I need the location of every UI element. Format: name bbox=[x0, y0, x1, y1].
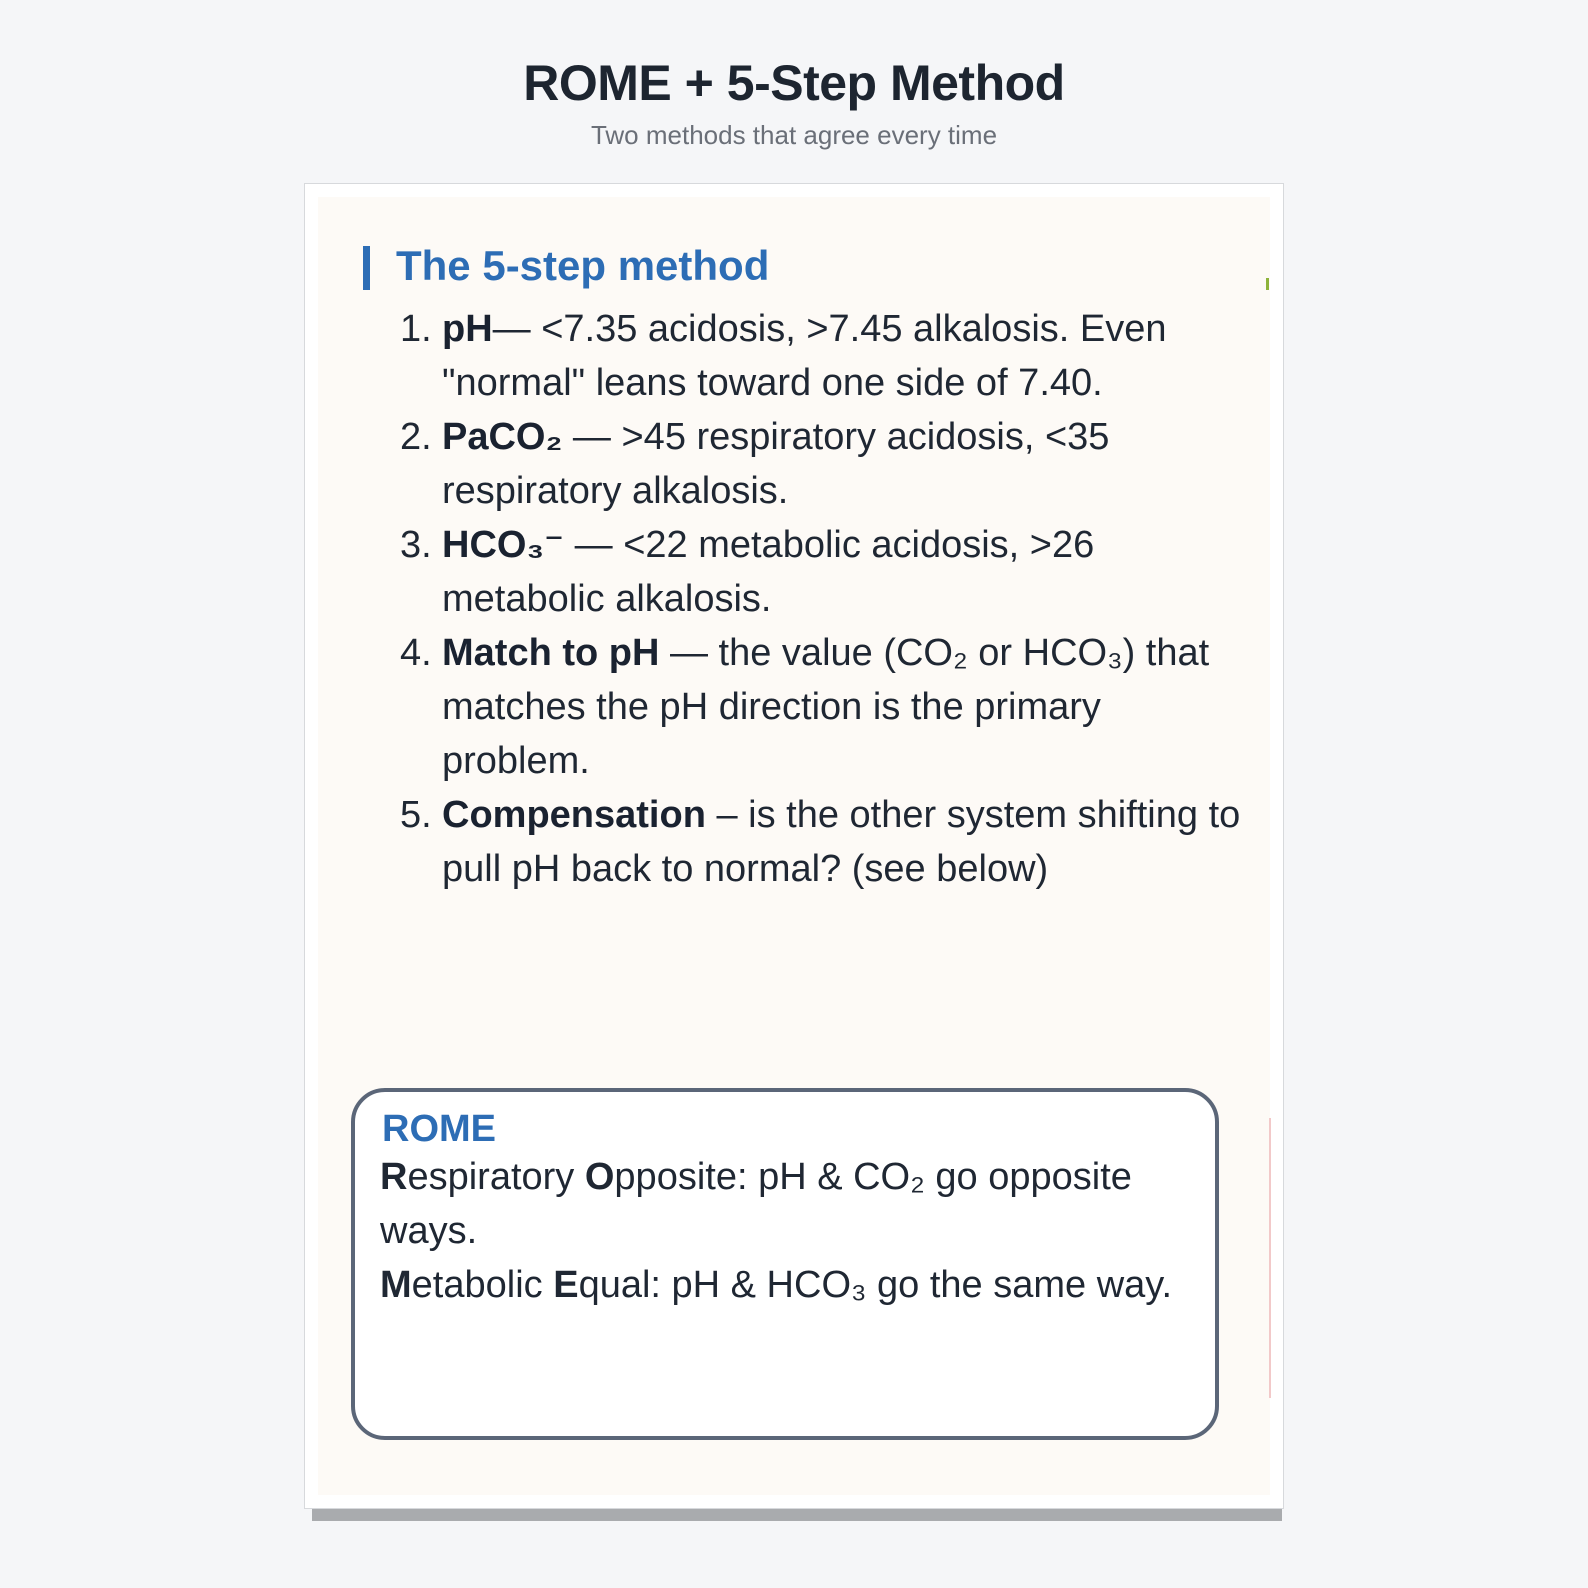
list-item bbox=[400, 302, 1250, 410]
step-term: Match to pH bbox=[442, 632, 660, 674]
step-description: — <22 metabolic acidosis, >26 metabolic alkalosis. bbox=[442, 524, 1095, 620]
step-description: — >45 respiratory acidosis, <35 respiratory alkalosis. bbox=[442, 416, 1110, 512]
step-term: HCO₃⁻ bbox=[442, 524, 565, 566]
edge-decoration bbox=[1269, 1118, 1271, 1398]
rome-text-segment: espiratory bbox=[407, 1156, 585, 1198]
rome-text-segment: qual: pH & HCO₃ go the same way. bbox=[578, 1264, 1173, 1306]
rome-letter-r: R bbox=[380, 1156, 408, 1198]
page-title: ROME + 5-Step Method bbox=[523, 55, 1065, 111]
step-number: 3. bbox=[400, 524, 432, 566]
step-description: – is the other system shifting to pull pH back to normal? (see below) bbox=[442, 794, 1241, 890]
list-item bbox=[400, 410, 1250, 518]
step-term: pH bbox=[442, 308, 493, 350]
rome-text-segment: etabolic bbox=[411, 1264, 554, 1306]
step-number: 5. bbox=[400, 794, 432, 836]
rome-letter-m: M bbox=[380, 1264, 412, 1306]
rome-metabolic-line bbox=[380, 1258, 1180, 1312]
rome-title: ROME bbox=[382, 1108, 496, 1150]
step-number: 1. bbox=[400, 308, 432, 350]
list-item bbox=[400, 626, 1250, 788]
section-accent-bar bbox=[363, 246, 370, 290]
section-heading: The 5-step method bbox=[396, 242, 770, 289]
edge-decoration bbox=[1266, 278, 1269, 290]
rome-letter-o: O bbox=[584, 1156, 615, 1198]
rome-letter-e: E bbox=[553, 1264, 579, 1306]
step-term: PaCO₂ bbox=[442, 416, 563, 458]
step-number: 4. bbox=[400, 632, 432, 674]
step-term: Compensation bbox=[442, 794, 706, 836]
rome-text bbox=[380, 1150, 1180, 1312]
list-item bbox=[400, 518, 1250, 626]
step-number: 2. bbox=[400, 416, 432, 458]
step-description: — the value (CO₂ or HCO₃) that matches the pH direction is the primary problem. bbox=[442, 632, 1210, 782]
step-description: — <7.35 acidosis, >7.45 alkalosis. Even "normal" leans toward one side of 7.40. bbox=[442, 308, 1167, 404]
rome-respiratory-line bbox=[380, 1150, 1180, 1258]
rome-text-segment: pposite: pH & CO₂ go opposite ways. bbox=[380, 1156, 1132, 1252]
list-item bbox=[400, 788, 1250, 896]
step-list bbox=[400, 302, 1250, 896]
page-subtitle: Two methods that agree every time bbox=[590, 120, 998, 150]
